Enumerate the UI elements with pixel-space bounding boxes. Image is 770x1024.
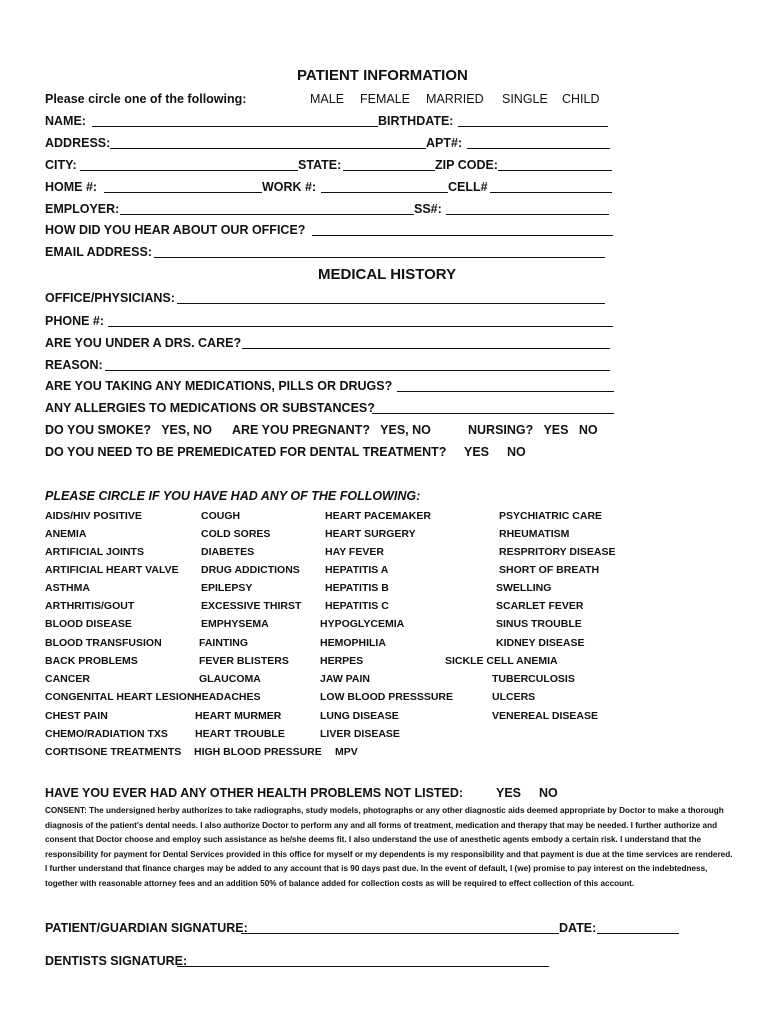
ss-label: SS#: <box>414 202 442 216</box>
condition-item[interactable]: ARTHRITIS/GOUT <box>45 600 135 612</box>
nursing-question[interactable]: NURSING? YES NO <box>468 423 598 437</box>
condition-item[interactable]: SHORT OF BREATH <box>499 564 600 576</box>
condition-item[interactable]: CHEST PAIN <box>45 710 108 722</box>
state-label: STATE: <box>298 158 342 172</box>
email-field[interactable] <box>154 245 605 258</box>
condition-item[interactable]: CORTISONE TREATMENTS <box>45 746 182 758</box>
phone-field[interactable] <box>108 314 613 327</box>
condition-item[interactable]: CHEMO/RADIATION TXS <box>45 728 168 740</box>
physicians-label: OFFICE/PHYSICIANS: <box>45 291 175 305</box>
condition-item[interactable]: HEPATITIS B <box>325 582 389 594</box>
condition-item[interactable]: HEART SURGERY <box>325 528 416 540</box>
condition-item[interactable]: SINUS TROUBLE <box>496 618 582 630</box>
condition-item[interactable]: HAY FEVER <box>325 546 384 558</box>
home-label: HOME #: <box>45 180 98 194</box>
home-field[interactable] <box>104 180 262 193</box>
condition-item[interactable]: VENEREAL DISEASE <box>492 710 598 722</box>
dentist-signature-label: DENTISTS SIGNATURE: <box>45 954 188 968</box>
medications-label: ARE YOU TAKING ANY MEDICATIONS, PILLS OR DRUGS? <box>45 379 393 393</box>
zip-field[interactable] <box>498 158 612 171</box>
condition-item[interactable]: KIDNEY DISEASE <box>496 637 585 649</box>
address-label: ADDRESS: <box>45 136 111 150</box>
medical-history-title: MEDICAL HISTORY <box>318 266 457 283</box>
allergies-label: ANY ALLERGIES TO MEDICATIONS OR SUBSTANCES? <box>45 401 375 415</box>
name-label: NAME: <box>45 114 86 128</box>
condition-item[interactable]: LUNG DISEASE <box>320 710 399 722</box>
address-field[interactable] <box>110 136 426 149</box>
patient-info-title: PATIENT INFORMATION <box>297 67 468 84</box>
condition-item[interactable]: FEVER BLISTERS <box>199 655 289 667</box>
condition-item[interactable]: HYPOGLYCEMIA <box>320 618 405 630</box>
condition-item[interactable]: FAINTING <box>199 637 248 649</box>
condition-item[interactable]: ARTIFICIAL HEART VALVE <box>45 564 179 576</box>
condition-item[interactable]: COUGH <box>201 510 241 522</box>
condition-item[interactable]: ULCERS <box>492 691 536 703</box>
dentist-signature-field[interactable] <box>177 954 549 967</box>
condition-item[interactable]: EMPHYSEMA <box>201 618 269 630</box>
condition-item[interactable]: EPILEPSY <box>201 582 253 594</box>
physicians-field[interactable] <box>177 291 605 304</box>
condition-item[interactable]: TUBERCULOSIS <box>492 673 575 685</box>
employer-label: EMPLOYER: <box>45 202 120 216</box>
condition-item[interactable]: SWELLING <box>496 582 552 594</box>
smoke-question[interactable]: DO YOU SMOKE? YES, NO <box>45 423 212 437</box>
condition-item[interactable]: HEMOPHILIA <box>320 637 386 649</box>
condition-item[interactable]: ARTIFICIAL JOINTS <box>45 546 144 558</box>
ss-field[interactable] <box>446 202 609 215</box>
apt-label: APT#: <box>426 136 463 150</box>
condition-item[interactable]: PSYCHIATRIC CARE <box>499 510 603 522</box>
state-field[interactable] <box>343 158 435 171</box>
birthdate-label: BIRTHDATE: <box>378 114 454 128</box>
option-male[interactable]: MALE <box>310 92 345 106</box>
condition-item[interactable]: HEPATITIS C <box>325 600 389 612</box>
condition-item[interactable]: GLAUCOMA <box>199 673 261 685</box>
condition-item[interactable]: HEART TROUBLE <box>195 728 285 740</box>
work-label: WORK #: <box>262 180 317 194</box>
other-yes[interactable]: YES <box>496 786 522 800</box>
condition-item[interactable]: COLD SORES <box>201 528 271 540</box>
condition-item[interactable]: ASTHMA <box>45 582 90 594</box>
premed-no[interactable]: NO <box>507 445 526 459</box>
condition-item[interactable]: CANCER <box>45 673 90 685</box>
phone-label: PHONE #: <box>45 314 105 328</box>
condition-item[interactable]: CONGENITAL HEART LESION <box>45 691 195 703</box>
under-care-field[interactable] <box>242 336 610 349</box>
condition-item[interactable]: DIABETES <box>201 546 255 558</box>
birthdate-field[interactable] <box>458 114 608 127</box>
email-label: EMAIL ADDRESS: <box>45 245 152 259</box>
condition-item[interactable]: EXCESSIVE THIRST <box>201 600 302 612</box>
consent-text: CONSENT: The undersigned herby authorizes to take radiographs, study models, photographs or any other diagnostic aids deemed appropriate by Doctor to make a thorough diagnosis of the patient's dental needs. I also authorize Doctor to perform any and all forms of treatment, medication and therapy that may be needed. I further authorize and consent that Doctor choose and employ such assistance as he/she deems fit. I also understand the use of anesthetic agents embody a certain risk. I understand that the responsibility for payment for Dental Services provided in this office for myself or my dependents is my responsibility and that payment is due at the time services are rendered. I further understand that finance charges may be added to any account that is 90 days past due. In the event of default, I (we) promise to pay interest on the indebtedness, together with reasonable attorney fees and an addition 50% of balance added for collection costs as will be required to effect collection of this account. <box>45 806 733 888</box>
condition-item[interactable]: HERPES <box>320 655 364 667</box>
condition-item[interactable]: LOW BLOOD PRESSSURE <box>320 691 454 703</box>
condition-item[interactable]: LIVER DISEASE <box>320 728 400 740</box>
zip-label: ZIP CODE: <box>435 158 498 172</box>
condition-item[interactable]: HEART MURMER <box>195 710 282 722</box>
option-married[interactable]: MARRIED <box>426 92 484 106</box>
condition-item[interactable]: SCARLET FEVER <box>496 600 584 612</box>
work-field[interactable] <box>321 180 448 193</box>
city-field[interactable] <box>80 158 298 171</box>
condition-item[interactable]: BLOOD DISEASE <box>45 618 132 630</box>
condition-item[interactable]: RESPRITORY DISEASE <box>499 546 616 558</box>
condition-item[interactable]: RHEUMATISM <box>499 528 570 540</box>
premedicated-label: DO YOU NEED TO BE PREMEDICATED FOR DENTAL TREATMENT? <box>45 445 447 459</box>
condition-item[interactable]: BLOOD TRANSFUSION <box>45 637 162 649</box>
cell-label: CELL# <box>448 180 488 194</box>
condition-item[interactable]: HEART PACEMAKER <box>325 510 431 522</box>
reason-label: REASON: <box>45 358 103 372</box>
patient-signature-field[interactable] <box>241 921 559 934</box>
condition-item[interactable]: HEADACHES <box>194 691 261 703</box>
hear-field[interactable] <box>312 223 613 236</box>
option-child[interactable]: CHILD <box>562 92 600 106</box>
condition-item[interactable]: ANEMIA <box>45 528 87 540</box>
hear-label: HOW DID YOU HEAR ABOUT OUR OFFICE? <box>45 223 306 237</box>
option-female[interactable]: FEMALE <box>360 92 411 106</box>
condition-item[interactable]: MPV <box>335 746 358 758</box>
date-field[interactable] <box>597 921 679 934</box>
condition-item[interactable]: DRUG ADDICTIONS <box>201 564 300 576</box>
conditions-heading: PLEASE CIRCLE IF YOU HAVE HAD ANY OF THE FOLLOWING: <box>45 489 421 503</box>
circle-prompt: Please circle one of the following: <box>45 92 247 106</box>
under-care-label: ARE YOU UNDER A DRS. CARE? <box>45 336 242 350</box>
premed-yes[interactable]: YES <box>464 445 490 459</box>
medications-field[interactable] <box>397 379 614 392</box>
pregnant-question[interactable]: ARE YOU PREGNANT? YES, NO <box>232 423 431 437</box>
patient-signature-label: PATIENT/GUARDIAN SIGNATURE: <box>45 921 248 935</box>
cell-field[interactable] <box>490 180 612 193</box>
city-label: CITY: <box>45 158 77 172</box>
other-no[interactable]: NO <box>539 786 558 800</box>
reason-field[interactable] <box>105 358 610 371</box>
date-label: DATE: <box>559 921 597 935</box>
condition-item[interactable]: BACK PROBLEMS <box>45 655 138 667</box>
allergies-field[interactable] <box>372 401 614 414</box>
name-field[interactable] <box>92 114 378 127</box>
condition-item[interactable]: SICKLE CELL ANEMIA <box>445 655 558 667</box>
apt-field[interactable] <box>467 136 610 149</box>
other-problems-label: HAVE YOU EVER HAD ANY OTHER HEALTH PROBLEMS NOT LISTED: <box>45 786 464 800</box>
condition-item[interactable]: HEPATITIS A <box>325 564 389 576</box>
condition-item[interactable]: AIDS/HIV POSITIVE <box>45 510 142 522</box>
condition-item[interactable]: JAW PAIN <box>320 673 370 685</box>
condition-item[interactable]: HIGH BLOOD PRESSURE <box>194 746 322 758</box>
employer-field[interactable] <box>120 202 414 215</box>
option-single[interactable]: SINGLE <box>502 92 548 106</box>
